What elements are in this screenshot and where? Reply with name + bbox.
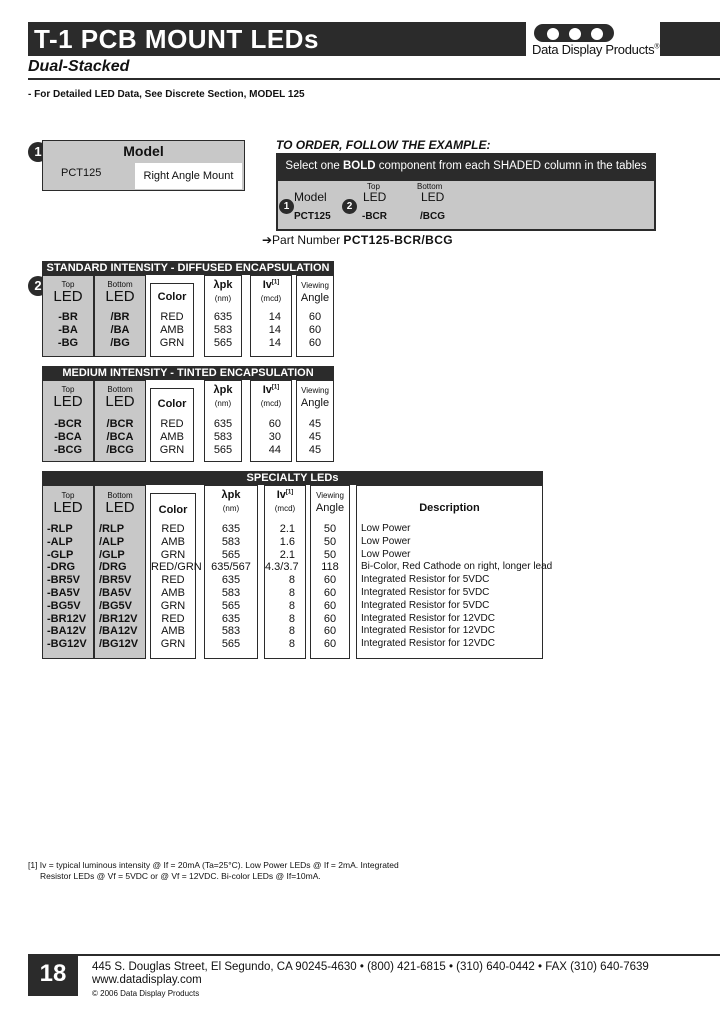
footer-rule <box>28 954 720 956</box>
table-cell: 44 <box>268 443 281 456</box>
order-top-value: -BCR <box>362 211 387 222</box>
specialty-bottom-cell: /RLP <box>99 523 125 535</box>
specialty-angle-col: Viewing Angle 50 50 50 118 60 60 60 60 60 60 <box>310 485 350 659</box>
title-bar-right <box>660 22 720 56</box>
specialty-iv-cell: 8 <box>288 638 295 651</box>
standard-top-values <box>43 311 93 349</box>
standard-bottom-col: Bottom LED /BR /BA /BG <box>94 275 146 357</box>
medium-lambda-col: λpk (nm) 635 583 565 <box>204 380 242 462</box>
table-cell: 14 <box>268 323 281 336</box>
specialty-angle-cell: 60 <box>323 625 337 638</box>
order-badge-2: 2 <box>342 199 357 214</box>
specialty-color-col: Color RED AMB GRN RED/GRN RED AMB GRN RED AMB GRN <box>150 493 196 659</box>
specialty-top-cell: -BA5V <box>47 586 81 599</box>
table-cell: 60 <box>308 323 322 336</box>
specialty-color-cell: AMB <box>161 625 185 638</box>
table-cell: 14 <box>268 336 281 349</box>
specialty-top-cell: -BR5V <box>47 574 81 587</box>
specialty-lambda-cell: 635 <box>221 574 241 587</box>
order-bottom-small: Bottom <box>417 182 443 191</box>
specialty-iv-cell: 8 <box>288 612 295 625</box>
specialty-lambda-cell: 635 <box>221 523 241 535</box>
order-heading: TO ORDER, FOLLOW THE EXAMPLE: <box>276 138 491 152</box>
specialty-top-cell: -BG12V <box>47 638 87 651</box>
table-cell: RED <box>160 311 184 323</box>
specialty-desc-cell: Low Power <box>361 523 411 534</box>
part-number-prefix: ➔Part Number <box>262 233 344 247</box>
specialty-iv-cell: 8 <box>288 574 295 587</box>
logo-text: Data Display Products <box>532 42 655 57</box>
footer-address: 445 S. Douglas Street, El Segundo, CA 90245-4630 • (800) 421-6815 • (310) 640-0442 • FAX (310) 640-7639 <box>92 961 649 973</box>
step-badge-1: 1 <box>28 142 48 162</box>
specialty-desc-col: Description Low Power Low Power Low Power Bi-Color, Red Cathode on right, longer lead Integrated Resistor for 5VDC Integrated Resistor for 5VDC Integrated Resistor for 5VDC Integrated Resistor for 12VDC Integrated Resistor for 12VDC Integrated Resistor for 12VDC <box>356 485 543 659</box>
specialty-lambda-cell: 565 <box>221 599 241 612</box>
standard-bottom-values <box>95 311 145 349</box>
table-cell: /BCR <box>106 418 134 430</box>
specialty-iv-cell: 2.1 <box>279 523 295 535</box>
table-cell: GRN <box>159 336 185 349</box>
specialty-top-cell: -DRG <box>47 561 76 574</box>
specialty-lambda-cell: 583 <box>221 535 241 548</box>
table-cell: AMB <box>160 323 184 336</box>
specialty-color-cell: GRN <box>160 599 186 612</box>
discrete-note: - For Detailed LED Data, See Discrete Section, MODEL 125 <box>28 89 305 100</box>
table-cell: 635 <box>213 418 233 430</box>
specialty-bottom-cell: /ALP <box>99 535 125 548</box>
table-cell: /BA <box>110 323 130 336</box>
table-cell: 583 <box>213 323 233 336</box>
medium-table-title: MEDIUM INTENSITY - TINTED ENCAPSULATION <box>42 366 334 380</box>
specialty-angle-cell: 50 <box>323 523 337 535</box>
table-cell: 60 <box>308 311 322 323</box>
specialty-top-cell: -BG5V <box>47 599 81 612</box>
specialty-bottom-cell: /BA12V <box>99 625 138 638</box>
specialty-iv-cell: 8 <box>288 586 295 599</box>
table-cell: 583 <box>213 430 233 443</box>
specialty-bottom-cell: /BG5V <box>99 599 133 612</box>
page-number-box <box>28 956 78 996</box>
specialty-bottom-cell: /DRG <box>99 561 127 574</box>
specialty-desc-cell: Low Power <box>361 535 411 547</box>
medium-color-col: Color RED AMB GRN <box>150 388 194 462</box>
order-model-value: PCT125 <box>294 211 331 222</box>
table-cell: -BCA <box>54 430 82 443</box>
specialty-top-cell: -BR12V <box>47 612 87 625</box>
table-cell: 565 <box>213 443 233 456</box>
specialty-lambda-cell: 635 <box>221 612 241 625</box>
specialty-desc-cell: Integrated Resistor for 12VDC <box>361 612 495 624</box>
specialty-top-cell: -RLP <box>47 523 73 535</box>
specialty-angle-cell: 60 <box>323 638 337 651</box>
specialty-lambda-cell: 583 <box>221 586 241 599</box>
specialty-lambda-cell: 565 <box>221 638 241 651</box>
specialty-lambda-cell: 565 <box>221 548 241 561</box>
specialty-iv-cell: 8 <box>288 625 295 638</box>
table-cell: RED <box>160 418 184 430</box>
medium-iv-col: Iv[1] (mcd) 60 30 44 <box>250 380 292 462</box>
specialty-bottom-cell: /BG12V <box>99 638 139 651</box>
standard-lambda-col: λpk (nm) 635 583 565 <box>204 275 242 357</box>
medium-table <box>42 380 334 462</box>
table-cell: 60 <box>268 418 281 430</box>
table-cell: /BG <box>110 336 130 349</box>
specialty-color-cell: GRN <box>160 548 186 561</box>
standard-table <box>42 275 334 357</box>
order-instruction-bar <box>276 153 656 179</box>
footnote-line-2: Resistor LEDs @ Vf = 5VDC or @ Vf = 12VDC. Bi-color LEDs @ If=10mA. <box>40 871 321 881</box>
model-box <box>42 140 245 191</box>
specialty-bottom-cell: /BR5V <box>99 574 132 587</box>
table-cell: -BCG <box>53 443 83 456</box>
order-top-small: Top <box>367 182 380 191</box>
footer-copyright: © 2006 Data Display Products <box>92 989 200 998</box>
order-example-box <box>276 179 656 231</box>
specialty-angle-cell: 60 <box>323 586 337 599</box>
table-cell: 60 <box>308 336 322 349</box>
specialty-table <box>42 485 553 659</box>
standard-iv-col: Iv[1] (mcd) 14 14 14 <box>250 275 292 357</box>
table-cell: GRN <box>159 443 185 456</box>
specialty-top-cell: -ALP <box>47 535 73 548</box>
order-model-label: Model <box>294 190 327 204</box>
step-badge-2: 2 <box>28 276 48 296</box>
table-cell: 45 <box>308 430 322 443</box>
table-cell: /BR <box>110 311 130 323</box>
standard-color-col: Color RED AMB GRN <box>150 283 194 357</box>
specialty-desc-cell: Integrated Resistor for 5VDC <box>361 574 490 586</box>
order-instruction: Select one BOLD component from each SHADED column in the tables <box>285 160 647 172</box>
specialty-bottom-cell: /BR12V <box>99 612 138 625</box>
specialty-desc-cell: Integrated Resistor for 12VDC <box>361 625 495 637</box>
table-cell: 45 <box>308 443 322 456</box>
table-cell: 565 <box>213 336 233 349</box>
specialty-table-title: SPECIALTY LEDs <box>42 471 543 485</box>
footnote-line-1: [1] Iv = typical luminous intensity @ If = 20mA (Ta=25°C). Low Power LEDs @ If = 2mA. Integrated <box>28 860 399 870</box>
specialty-bottom-col: Bottom LED /RLP /ALP /GLP /DRG /BR5V /BA5V /BG5V /BR12V /BA12V /BG12V <box>94 485 146 659</box>
table-cell: 45 <box>308 418 322 430</box>
title-bar <box>28 22 526 56</box>
standard-angle-col: Viewing Angle 60 60 60 <box>296 275 334 357</box>
table-cell: 635 <box>213 311 233 323</box>
table-cell: 14 <box>268 311 281 323</box>
page-number: 18 <box>39 960 67 987</box>
specialty-desc-cell: Integrated Resistor for 5VDC <box>361 586 490 598</box>
logo-dots-icon <box>534 24 614 42</box>
specialty-bottom-cell: /BA5V <box>99 586 132 599</box>
specialty-desc-cell: Integrated Resistor for 5VDC <box>361 599 490 611</box>
model-description: Right Angle Mount <box>135 163 242 189</box>
specialty-angle-cell: 50 <box>323 535 337 548</box>
specialty-iv-cell: 8 <box>288 599 295 612</box>
order-badge-1: 1 <box>279 199 294 214</box>
specialty-angle-cell: 50 <box>323 548 337 561</box>
company-logo <box>530 22 660 62</box>
specialty-angle-cell: 60 <box>323 612 337 625</box>
specialty-color-cell: AMB <box>161 535 185 548</box>
header-rule <box>28 78 720 80</box>
specialty-iv-cell: 4.3/3.7 <box>265 561 299 574</box>
specialty-desc-cell: Integrated Resistor for 12VDC <box>361 638 495 650</box>
specialty-top-col: Top LED -RLP -ALP -GLP -DRG -BR5V -BA5V -BG5V -BR12V -BA12V -BG12V <box>42 485 94 659</box>
specialty-top-cell: -BA12V <box>47 625 87 638</box>
table-cell: -BG <box>57 336 79 349</box>
footer-website[interactable]: www.datadisplay.com <box>92 974 202 986</box>
standard-table-title: STANDARD INTENSITY - DIFFUSED ENCAPSULATION <box>42 261 334 275</box>
footnote <box>28 860 399 882</box>
page-title: T-1 PCB MOUNT LEDs <box>34 24 319 54</box>
specialty-angle-cell: 118 <box>321 561 339 574</box>
specialty-color-cell: GRN <box>160 638 186 651</box>
order-bottom-value: /BCG <box>420 211 445 222</box>
specialty-iv-col: Iv[1] (mcd) 2.1 1.6 2.1 4.3/3.7 8 8 8 8 8 8 <box>264 485 306 659</box>
specialty-color-cell: RED <box>161 612 185 625</box>
specialty-color-cell: RED/GRN <box>151 561 202 574</box>
table-cell: -BA <box>58 323 78 336</box>
specialty-color-cell: AMB <box>161 586 185 599</box>
medium-bottom-col: Bottom LED /BCR /BCA /BCG <box>94 380 146 462</box>
specialty-lambda-cell: 635/567 <box>211 561 251 574</box>
order-bottom-label: LED <box>421 190 445 204</box>
specialty-angle-cell: 60 <box>323 599 337 612</box>
specialty-angle-cell: 60 <box>323 574 337 587</box>
specialty-lambda-col: λpk (nm) 635 583 565 635/567 635 583 565 635 583 565 <box>204 485 258 659</box>
model-code: PCT125 <box>61 167 102 179</box>
part-number: PCT125-BCR/BCG <box>343 233 454 247</box>
specialty-iv-cell: 1.6 <box>279 535 295 548</box>
standard-top-col: Top LED -BR -BA -BG <box>42 275 94 357</box>
model-heading: Model <box>123 143 164 159</box>
specialty-bottom-cell: /GLP <box>99 548 125 561</box>
specialty-color-cell: RED <box>161 574 185 587</box>
medium-angle-col: Viewing Angle 45 45 45 <box>296 380 334 462</box>
order-top-label: LED <box>363 190 387 204</box>
table-cell: /BCA <box>106 430 134 443</box>
table-cell: AMB <box>160 430 184 443</box>
specialty-top-cell: -GLP <box>47 548 74 561</box>
medium-top-col: Top LED -BCR -BCA -BCG <box>42 380 94 462</box>
table-cell: -BCR <box>54 418 82 430</box>
specialty-desc-cell: Bi-Color, Red Cathode on right, longer lead <box>361 561 553 573</box>
table-cell: 30 <box>268 430 281 443</box>
specialty-lambda-cell: 583 <box>221 625 241 638</box>
specialty-desc-cell: Low Power <box>361 548 411 560</box>
subtitle: Dual-Stacked <box>28 58 130 75</box>
table-cell: /BCG <box>106 443 134 456</box>
logo-trademark: ® <box>654 43 660 51</box>
specialty-color-cell: RED <box>161 523 185 535</box>
specialty-iv-cell: 2.1 <box>279 548 295 561</box>
part-number-line <box>262 233 453 247</box>
table-cell: -BR <box>58 311 78 323</box>
